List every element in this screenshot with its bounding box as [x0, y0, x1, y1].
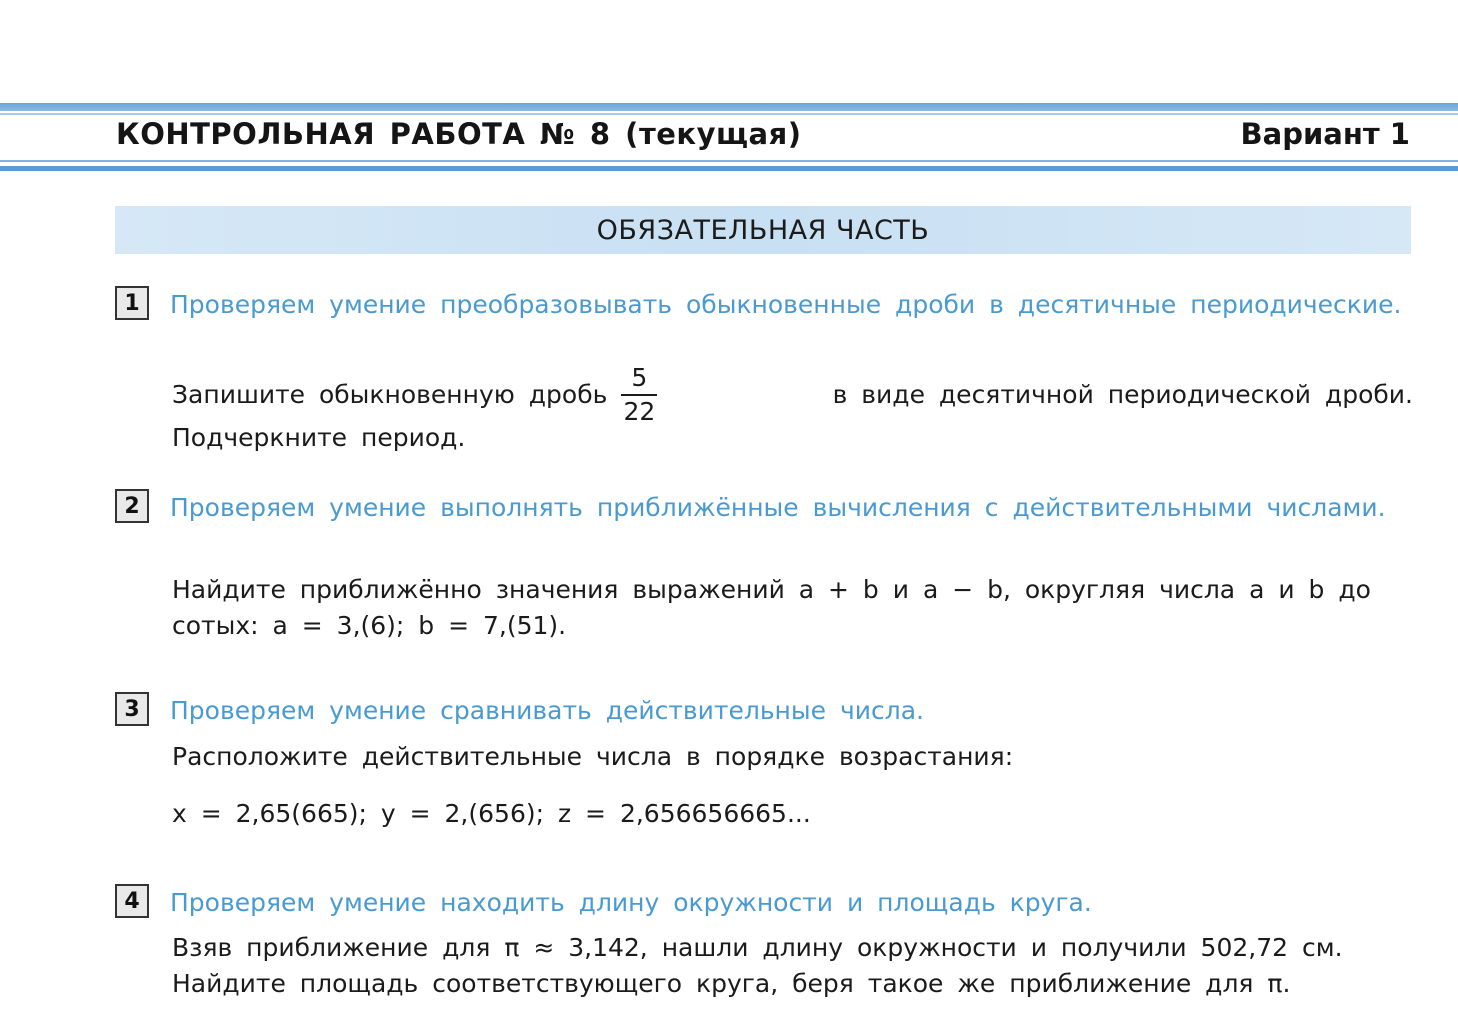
fraction-denominator: 22 — [623, 397, 656, 426]
fraction-numerator: 5 — [631, 363, 648, 392]
variant-label: Вариант 1 — [1240, 117, 1410, 151]
header-rule-bottom — [0, 166, 1458, 171]
fraction-bar — [621, 394, 657, 396]
task-formula: x = 2,65(665); y = 2,(656); z = 2,656656665... — [172, 799, 811, 828]
task-text: сотых: a = 3,(6); b = 7,(51). — [172, 611, 567, 640]
task-text: в виде десятичной периодической дроби. — [832, 380, 1413, 409]
task-body — [172, 364, 1413, 456]
task-number: 2 — [115, 489, 149, 523]
task-text: Найдите приближённо значения выражений a + b и a − b, округляя числа a и b до — [172, 575, 1371, 604]
task-number: 3 — [115, 692, 149, 726]
header-rule-top-thin — [0, 113, 1458, 115]
header-rule-bottom-thin — [0, 160, 1458, 162]
section-band — [115, 206, 1411, 254]
section-title: ОБЯЗАТЕЛЬНАЯ ЧАСТЬ — [596, 214, 930, 246]
fraction — [621, 364, 657, 426]
task-text: Запишите обыкновенную дробь — [172, 380, 608, 409]
task-body-line — [172, 364, 1413, 426]
task-skill: Проверяем умение находить длину окружности и площадь круга. — [170, 888, 1092, 917]
task-text: Расположите действительные числа в порядке возрастания: — [172, 742, 1014, 771]
page-title: КОНТРОЛЬНАЯ РАБОТА № 8 (текущая) — [116, 117, 802, 151]
task-number: 1 — [115, 286, 149, 320]
task-text: Найдите площадь соответствующего круга, беря такое же приближение для π. — [172, 969, 1291, 998]
task-text: Подчеркните период. — [172, 423, 466, 452]
task-body — [172, 739, 1413, 832]
header-rule-top — [0, 103, 1458, 111]
task-skill: Проверяем умение сравнивать действительные числа. — [170, 696, 924, 725]
task-number: 4 — [115, 884, 149, 918]
task-skill: Проверяем умение выполнять приближённые вычисления с действительными числами. — [170, 493, 1386, 522]
task-body — [172, 930, 1413, 1002]
task-text: Взяв приближение для π ≈ 3,142, нашли длину окружности и получили 502,72 см. — [172, 933, 1343, 962]
task-body — [172, 572, 1413, 644]
task-skill: Проверяем умение преобразовывать обыкновенные дроби в десятичные периодические. — [170, 290, 1402, 319]
